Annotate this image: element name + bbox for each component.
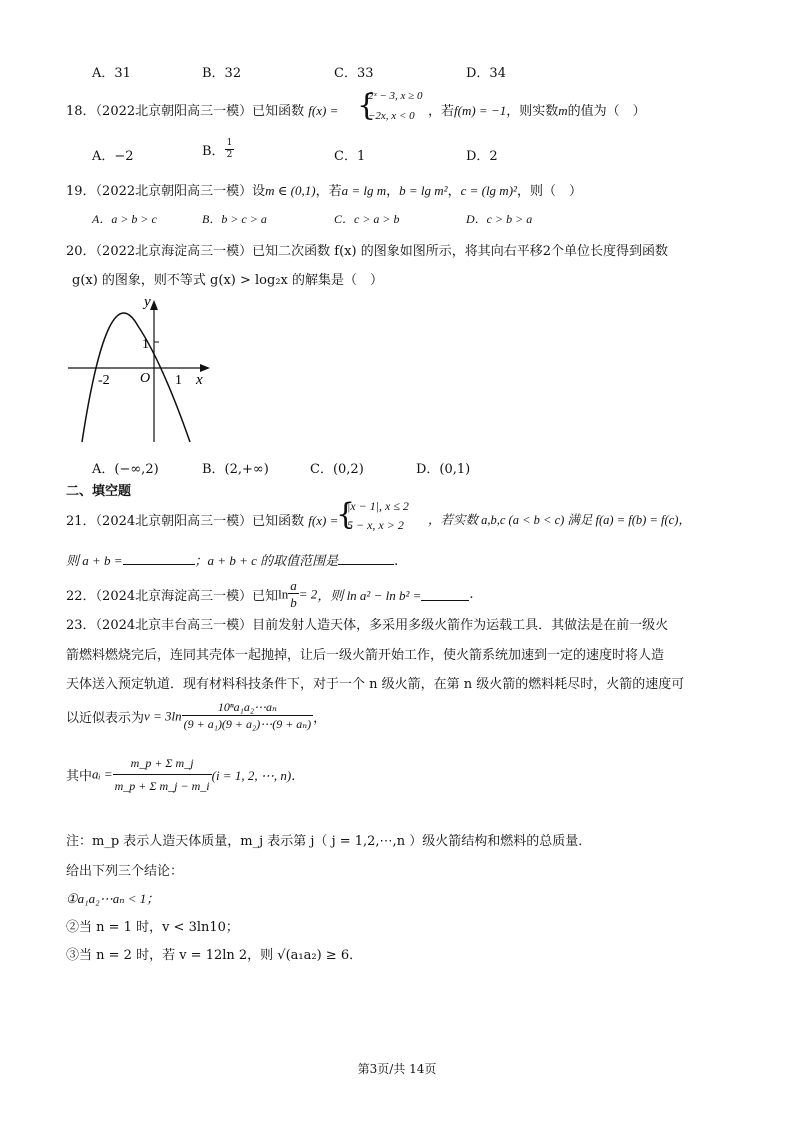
q19-stem: 19．（2022北京朝阳高三一模）设m ∈ (0,1)，若a = lg m，b = lg m²，c = (lg m)²，则（ ） [66, 183, 582, 199]
q22-number: 22． [66, 589, 96, 604]
y-axis-arrow [150, 300, 158, 310]
q23-given: 给出下列三个结论： [66, 864, 184, 879]
q22-text1: 已知 [252, 589, 279, 604]
q21-source: （2024北京朝阳高三一模） [95, 514, 253, 529]
q18-option-b-num: 1 [226, 138, 233, 148]
q23-line1-text: 目前发射人造天体，多采用多级火箭作为运载工具．其做法是在前一级火 [252, 618, 669, 633]
q22-end: . [469, 587, 474, 602]
q19-b: b = lg m² [399, 183, 448, 198]
q21-stem [66, 510, 338, 529]
q19-option-c: C．c > a > b [334, 212, 400, 226]
q21-line2 [66, 550, 398, 569]
q22-eq: = 2 [298, 586, 318, 602]
q20-option-c: C．(0,2) [310, 462, 364, 477]
x-tick-label-neg2: -2 [98, 373, 110, 388]
y-label: y [144, 294, 151, 310]
q23-number: 23． [66, 618, 96, 633]
q23-v-den: (9 + a₁)(9 + a₂)⋯(9 + aₙ) [183, 717, 312, 731]
q20-option-a: A．(−∞,2) [92, 462, 159, 477]
q23-ai-eq: aᵢ = [92, 766, 113, 782]
q19-text2: ，若 [315, 184, 342, 199]
q20-option-b: B．(2,+∞) [202, 462, 269, 477]
q18-option-a: A．−2 [92, 149, 134, 164]
q22-blank[interactable] [421, 588, 469, 601]
q23-conclusion-2: ②当 n = 1 时，v < 3ln10； [66, 920, 239, 935]
q18-option-d: D．2 [466, 149, 498, 164]
q23-line1 [66, 614, 668, 633]
q20-line1 [66, 240, 668, 259]
q23-source: （2024北京丰台高三一模） [95, 618, 253, 633]
q17-option-b: B．32 [202, 66, 242, 81]
q18-cond: ，若 [428, 104, 455, 119]
x-tick-label-1: 1 [175, 373, 182, 388]
q18-case2: −2x, x < 0 [368, 110, 415, 122]
q20-source: （2022北京海淀高三一模） [95, 244, 253, 259]
q18-source: （2022北京朝阳高三一模） [95, 104, 253, 119]
q18-func: f(x) = [308, 103, 339, 118]
q21-line2b: ；a + b + c 的取值范围是 [194, 553, 339, 568]
q19-option-a: A．a > b > c [92, 212, 157, 226]
q23-v-eq: v = 3ln [144, 708, 182, 724]
q23-line4-pre: 以近似表示为 [66, 711, 145, 726]
q17-option-c: C．33 [334, 66, 374, 81]
origin-label: O [140, 371, 151, 386]
q22-den: b [290, 595, 297, 610]
q18-tail2: 的值为（ ） [567, 104, 646, 119]
q22-text2: ，则 ln a² − ln b² = [317, 588, 422, 603]
q23-ai-pre: 其中 [66, 769, 93, 784]
q18-brace: { [357, 88, 377, 123]
q21-text1: 已知函数 [252, 514, 305, 529]
q19-number: 19． [66, 184, 96, 199]
q18-m: m [558, 103, 568, 118]
q21-blank-1[interactable] [123, 552, 195, 565]
q22-source: （2024北京海淀高三一模） [95, 589, 253, 604]
q21-blank-2[interactable] [338, 552, 394, 565]
q18-option-b [202, 138, 234, 161]
q19-text1: 设 [252, 184, 266, 199]
x-axis-arrow [200, 364, 210, 372]
q22-ln: ln [278, 586, 289, 602]
q19-mset: m ∈ (0,1) [265, 183, 316, 198]
q23-v-frac [182, 700, 313, 733]
q21-text2: ，若实数 a,b,c (a < b < c) 满足 f(a) = f(b) = f(c)， [428, 513, 691, 527]
q18-stem [66, 100, 338, 119]
q23-velocity [66, 700, 326, 733]
page-footer: 第3页/共 14页 [357, 1062, 437, 1076]
q19-source: （2022北京朝阳高三一模） [95, 184, 253, 199]
x-label: x [196, 372, 203, 388]
q20-line1-text: 已知二次函数 f(x) 的图象如图所示，将其向右平移2个单位长度得到函数 [252, 244, 668, 259]
q18-tail [428, 100, 646, 119]
q23-ai-range: (i = 1, 2, ⋯, n)． [211, 768, 305, 783]
q23-line3: 天体送入预定轨道．现有材料科技条件下，对于一个 n 级火箭，在第 n 级火箭的燃料耗尽时，火箭的速度可 [66, 677, 685, 692]
q18-number: 18． [66, 104, 96, 119]
q20-line2: g(x) 的图象，则不等式 g(x) > log₂x 的解集是（ ） [72, 273, 383, 288]
q19-tail: ，则（ ） [516, 184, 582, 199]
q23-v-num: 10ⁿa₁a₂⋯aₙ [182, 700, 313, 716]
y-tick-label-1: 1 [142, 337, 149, 352]
q20-option-d: D．(0,1) [416, 462, 471, 477]
q18-fm: f(m) = −1 [454, 103, 507, 118]
q18-option-c: C．1 [334, 149, 366, 164]
q19-option-d: D．c > b > a [466, 212, 533, 226]
q23-conclusion-3: ③当 n = 2 时，若 v = 12ln 2，则 √(a₁a₂) ≥ 6． [66, 948, 363, 963]
q22-stem [66, 578, 474, 611]
q18-lead: 已知函数 [252, 104, 305, 119]
q21-case2: 5 − x, x > 2 [347, 518, 404, 532]
q23-ai-num: m_p + Σ m_j [113, 752, 212, 775]
q18-case1: 2ˣ − 3, x ≥ 0 [368, 90, 423, 102]
q22-frac [288, 578, 299, 611]
q18-tail-text: ，则实数 [506, 104, 559, 119]
q20-graph [62, 292, 222, 447]
section-title: 二、填空题 [66, 484, 132, 499]
q17-option-a: A．31 [92, 66, 131, 81]
q23-ai-den: m_p + Σ m_j − m_i [114, 779, 210, 793]
q21-line2a: 则 a + b = [66, 553, 123, 568]
q18-option-b-frac [225, 138, 235, 161]
q19-option-b: B．b > c > a [202, 212, 267, 226]
q21-number: 21． [66, 514, 96, 529]
q21-func: f(x) = [308, 513, 339, 528]
q19-c: c = (lg m)² [460, 183, 517, 198]
q21-brace: { [336, 497, 356, 532]
q23-v-end: ， [313, 711, 327, 726]
q23-note: 注：m_p 表示人造天体质量，m_j 表示第 j（ j = 1,2,⋯,n ）级火箭结构和燃料的总质量． [66, 834, 592, 849]
q19-a: a = lg m [341, 183, 387, 198]
q18-option-b-label: B． [202, 144, 225, 159]
q23-ai-frac [113, 752, 212, 797]
q23-line2: 箭燃料燃烧完后，连同其壳体一起抛掉，让后一级火箭开始工作，使火箭系统加速到一定的速度时将人造 [66, 648, 665, 663]
q22-num: a [290, 578, 297, 593]
q17-option-d: D．34 [466, 66, 506, 81]
q23-ai [66, 752, 304, 797]
q20-number: 20． [66, 244, 96, 259]
q21-case1: |x − 1|, x ≤ 2 [347, 499, 409, 513]
q18-option-b-den: 2 [226, 150, 233, 160]
q21-line2c: . [394, 554, 399, 569]
q23-conclusion-1: ①a₁a₂⋯aₙ < 1； [66, 891, 160, 906]
